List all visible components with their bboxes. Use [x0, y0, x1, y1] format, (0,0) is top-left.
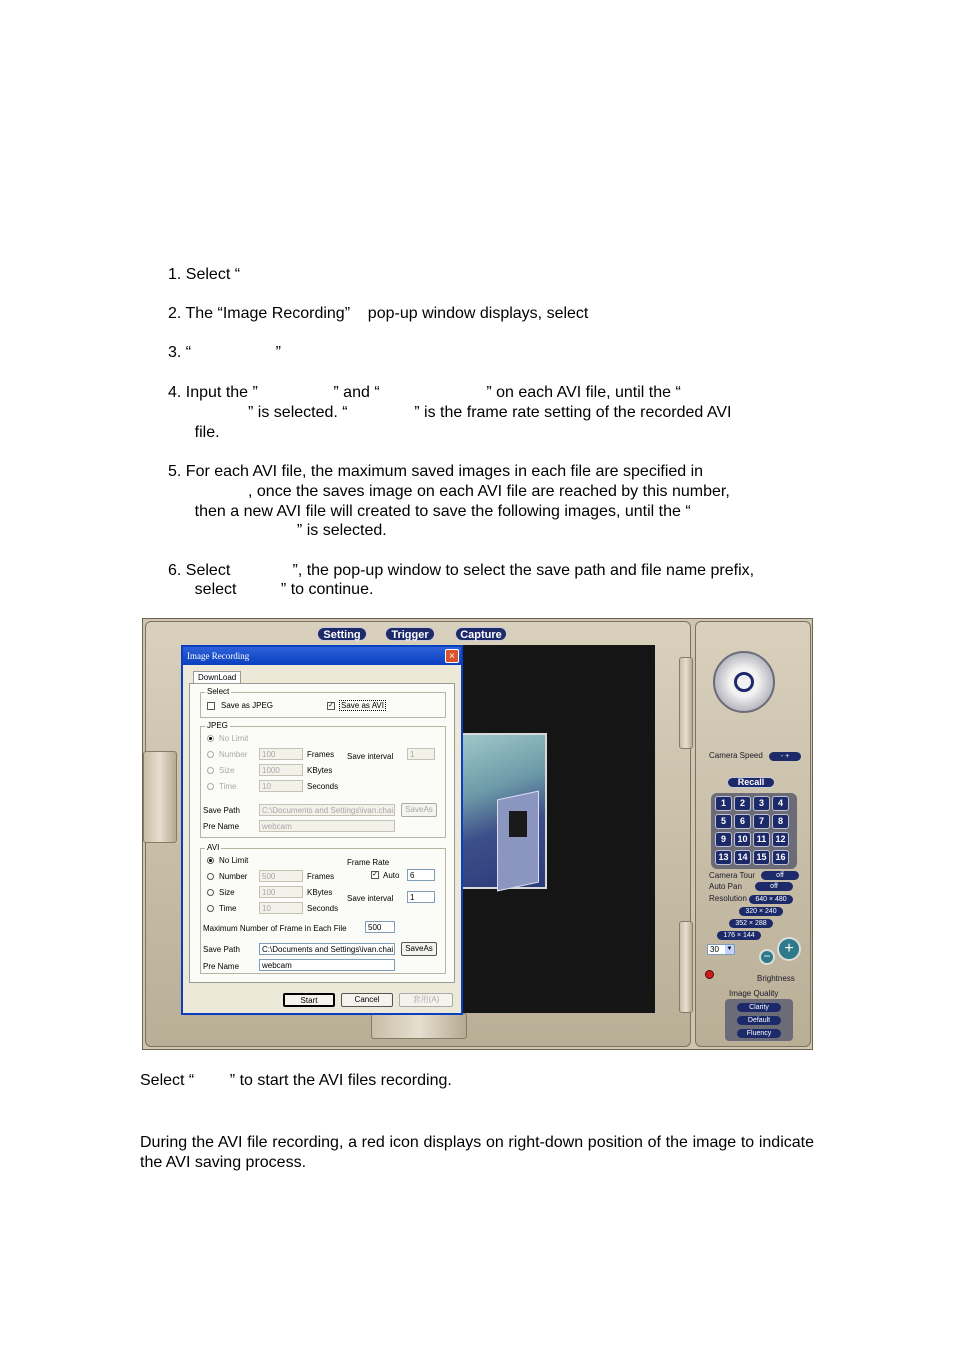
close-icon[interactable]: × — [445, 649, 459, 663]
jpeg-time-label: Time — [219, 782, 237, 791]
direction-arrows-icon — [734, 672, 754, 692]
camera-speed-label: Camera Speed — [709, 751, 763, 760]
quality-fluency[interactable]: Fluency — [737, 1029, 781, 1038]
resolution-176[interactable]: 176 × 144 — [717, 931, 761, 940]
jpeg-size-radio[interactable] — [207, 767, 214, 774]
tab-download[interactable]: DownLoad — [193, 671, 241, 683]
start-button[interactable]: Start — [283, 993, 335, 1007]
avi-seconds-label: Seconds — [307, 904, 339, 913]
jpeg-number-radio[interactable] — [207, 751, 214, 758]
jpeg-seconds-label: Seconds — [307, 782, 339, 791]
image-recording-dialog — [181, 645, 463, 1015]
step-4-line-2: ” is selected. “ ” is the frame rate setting of the recorded AVI — [168, 404, 732, 421]
avi-no-limit-label: No Limit — [219, 856, 249, 865]
jpeg-number-label: Number — [219, 750, 248, 759]
setting-button[interactable]: Setting — [317, 627, 367, 641]
jpeg-pre-name-field[interactable]: webcam — [259, 820, 395, 832]
avi-size-label: Size — [219, 888, 235, 897]
select-group — [200, 687, 446, 718]
camera-speed-slider[interactable]: - + — [769, 752, 801, 761]
step-6-line-2: select ” to continue. — [168, 581, 374, 598]
avi-kbytes-label: KBytes — [307, 888, 333, 897]
step-6-line-1: 6. Select ”, the pop-up window to select the save path and file name prefix, — [168, 562, 755, 579]
avi-save-as-button[interactable]: SaveAs — [401, 942, 437, 956]
preset-button[interactable]: 8 — [772, 814, 789, 829]
preset-button[interactable]: 2 — [734, 796, 751, 811]
camera-tour-toggle[interactable]: off — [761, 871, 799, 880]
avi-no-limit-radio[interactable] — [207, 857, 214, 864]
avi-save-interval-field[interactable]: 1 — [407, 891, 435, 903]
avi-frame-rate-field[interactable]: 6 — [407, 869, 435, 881]
jpeg-kbytes-label: KBytes — [307, 766, 333, 775]
auto-pan-toggle[interactable]: off — [755, 882, 793, 891]
preset-button[interactable]: 9 — [715, 832, 732, 847]
ptz-joystick[interactable] — [713, 651, 775, 713]
quality-default[interactable]: Default — [737, 1016, 781, 1025]
preset-button[interactable]: 10 — [734, 832, 751, 847]
avi-auto-label: Auto — [383, 871, 400, 880]
capture-button[interactable]: Capture — [455, 627, 507, 641]
camera-image — [461, 733, 547, 889]
select-group-label: Select — [207, 687, 230, 696]
resolution-640[interactable]: 640 × 480 — [749, 895, 793, 904]
avi-size-field[interactable]: 100 — [259, 886, 303, 898]
webcam-app-screenshot — [142, 618, 813, 1050]
preset-button[interactable]: 15 — [753, 850, 770, 865]
preset-button[interactable]: 14 — [734, 850, 751, 865]
step-4-line-3: file. — [168, 424, 220, 441]
preset-button[interactable]: 3 — [753, 796, 770, 811]
save-as-avi-label: Save as AVI — [341, 701, 384, 710]
recall-button[interactable]: Recall — [727, 777, 775, 788]
jpeg-save-interval-field[interactable]: 1 — [407, 748, 435, 760]
dialog-title: Image Recording — [183, 647, 461, 665]
jpeg-time-radio[interactable] — [207, 783, 214, 790]
jpeg-pre-name-label: Pre Name — [203, 822, 240, 831]
brightness-plus-button[interactable]: + — [777, 937, 801, 961]
trigger-button[interactable]: Trigger — [385, 627, 435, 641]
preset-grid — [711, 793, 797, 869]
jpeg-no-limit-radio[interactable] — [207, 735, 214, 742]
avi-pre-name-field[interactable]: webcam — [259, 959, 395, 971]
step-1: 1. Select “ — [168, 266, 241, 283]
jpeg-number-field[interactable]: 100 — [259, 748, 303, 760]
preset-button[interactable]: 6 — [734, 814, 751, 829]
step-4-line-1: 4. Input the ” ” and “ ” on each AVI file, until the “ — [168, 384, 681, 401]
preset-button[interactable]: 7 — [753, 814, 770, 829]
right-hinge-bottom — [679, 921, 693, 1013]
preset-button[interactable]: 11 — [753, 832, 770, 847]
avi-time-label: Time — [219, 904, 237, 913]
avi-size-radio[interactable] — [207, 889, 214, 896]
save-as-avi-checkbox[interactable]: ✓ — [328, 702, 334, 709]
preset-button[interactable]: 13 — [715, 850, 732, 865]
step-5-line-2: , once the saves image on each AVI file are reached by this number, — [168, 483, 730, 500]
avi-auto-checkbox[interactable]: ✓ — [372, 871, 378, 878]
jpeg-save-as-button[interactable]: SaveAs — [401, 803, 437, 817]
cancel-button[interactable]: Cancel — [341, 993, 393, 1007]
avi-frames-label: Frames — [307, 872, 335, 881]
jpeg-group-label: JPEG — [207, 721, 228, 730]
jpeg-size-field[interactable]: 1000 — [259, 764, 303, 776]
avi-save-path-field[interactable]: C:\Documents and Settings\ivan.chai — [259, 943, 395, 955]
left-hinge — [143, 751, 177, 843]
chevron-down-icon: ▼ — [726, 946, 733, 952]
avi-group — [200, 843, 446, 974]
jpeg-save-interval-label: Save interval — [347, 752, 394, 761]
avi-time-field[interactable]: 10 — [259, 902, 303, 914]
save-as-jpeg-checkbox[interactable] — [207, 702, 215, 710]
right-hinge-top — [679, 657, 693, 749]
jpeg-size-label: Size — [219, 766, 235, 775]
bottom-handle — [371, 1013, 467, 1039]
avi-save-interval-label: Save interval — [347, 894, 394, 903]
resolution-352[interactable]: 352 × 288 — [729, 919, 773, 928]
step-5-line-3: then a new AVI file will created to save the following images, until the “ — [168, 503, 691, 520]
avi-time-radio[interactable] — [207, 905, 214, 912]
preset-button[interactable]: 16 — [772, 850, 789, 865]
avi-group-label: AVI — [207, 843, 220, 852]
avi-number-radio[interactable] — [207, 873, 214, 880]
apply-button[interactable]: 套用(A) — [399, 993, 453, 1007]
max-frames-label: Maximum Number of Frame in Each File — [203, 924, 347, 933]
preset-button[interactable]: 1 — [715, 796, 732, 811]
avi-save-path-label: Save Path — [203, 945, 240, 954]
download-tab-panel — [189, 683, 455, 983]
step-2: 2. The “Image Recording” pop-up window displays, select — [168, 305, 589, 322]
jpeg-frames-label: Frames — [307, 750, 335, 759]
preset-button[interactable]: 4 — [772, 796, 789, 811]
start-instruction: Select “ ” to start the AVI files recording. — [140, 1072, 452, 1089]
max-frames-field[interactable]: 500 — [365, 921, 395, 933]
jpeg-no-limit-label: No Limit — [219, 734, 249, 743]
avi-pre-name-label: Pre Name — [203, 962, 240, 971]
recording-icon — [705, 970, 714, 979]
image-quality-label: Image Quality — [729, 989, 779, 998]
step-5-line-4: ” is selected. — [168, 522, 387, 539]
resolution-label: Resolution — [709, 894, 747, 903]
brightness-minus-button[interactable]: − — [759, 949, 775, 965]
quality-clarity[interactable]: Clarity — [737, 1003, 781, 1012]
jpeg-time-field[interactable]: 10 — [259, 780, 303, 792]
jpeg-save-path-label: Save Path — [203, 806, 240, 815]
preset-button[interactable]: 5 — [715, 814, 732, 829]
resolution-320[interactable]: 320 × 240 — [739, 907, 783, 916]
save-as-jpeg-label: Save as JPEG — [221, 701, 274, 710]
step-3: 3. “ ” — [168, 344, 281, 361]
jpeg-save-path-field[interactable]: C:\Documents and Settings\ivan.chai — [259, 804, 395, 816]
avi-number-field[interactable]: 500 — [259, 870, 303, 882]
fps-value: 30 — [710, 945, 719, 954]
step-5-line-1: 5. For each AVI file, the maximum saved images in each file are specified in — [168, 463, 704, 480]
brightness-label: Brightness — [757, 974, 795, 983]
avi-frame-rate-label: Frame Rate — [347, 858, 390, 867]
avi-number-label: Number — [219, 872, 248, 881]
auto-pan-label: Auto Pan — [709, 882, 742, 891]
jpeg-group — [200, 721, 446, 838]
preset-button[interactable]: 12 — [772, 832, 789, 847]
recording-note: During the AVI file recording, a red icon displays on right-down position of the image to indicate the AVI saving process. — [140, 1134, 814, 1171]
fps-select[interactable] — [707, 944, 735, 955]
camera-tour-label: Camera Tour — [709, 871, 756, 880]
